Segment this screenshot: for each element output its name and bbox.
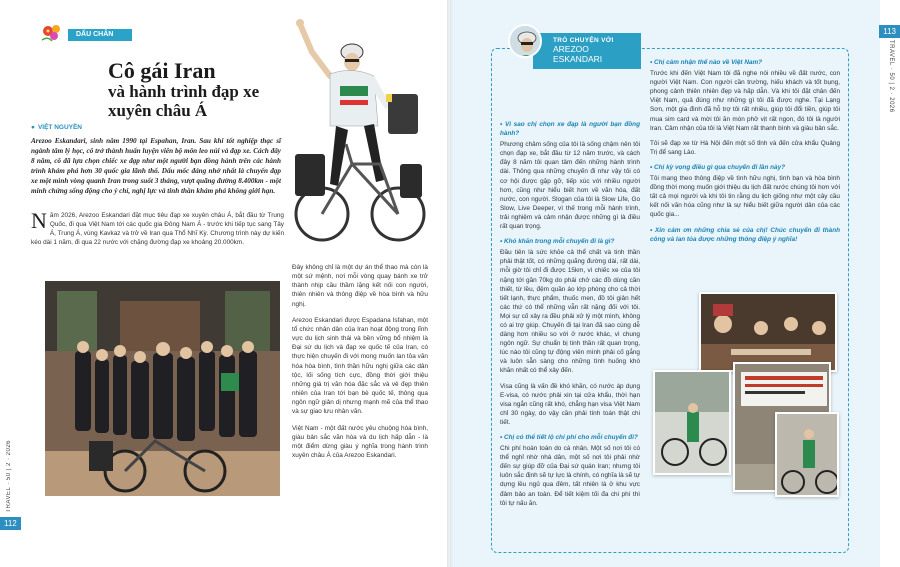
drop-cap: N	[31, 208, 47, 233]
restaurant-photo-image	[701, 294, 837, 372]
body-paragraph: Đây không chỉ là một dự án thể thao mà còn là một sứ mệnh, nơi mỗi vòng quay bánh xe trở thành nhịp cầu thầm lặng kết nối con người, thiên nhiên và thông điệp về hòa bình và hữu nghị.	[292, 264, 428, 308]
interviewee-avatar	[508, 24, 542, 58]
hero-cyclist-photo	[290, 14, 430, 254]
answer: Đầu tiên là sức khỏe cả thể chất và tinh thần phải thật tốt, có những quãng đường dài, rất dài, mỗi giờ tôi chỉ đi được 15km, vì chiếc xe của tôi nặng tới gần 70kg do phải chở các đồ dùng cần thiết, từ lều, đệm quần áo lớp phòng cho cả thời tiết lạnh, thực phẩm, thuốc men, đồ tôi giản hết các thứ có thể những vẫn rất nặng đối với tôi. Mọi sự cố xảy ra đều phải xử lý một mình, không có ai trợ giúp. Chuyến đi tại Iran đã sao cùng dễ dàng hơn nhiều so với ở nước khác, vì chung ngôn ngữ. Sự chuẩn bị tinh thần rất quan trọng, lúc nào tôi cũng tự động viên mình phải cố gắng và luôn sẵn sàng cho những tình huống khó khăn nhất có thể xảy đến.	[500, 249, 640, 375]
answer: Phương châm sống của tôi là sống chậm nên tôi chọn đạp xe, bắt đầu từ 12 năm trước, và cách đây 8 năm tôi quan tâm đến những hành trình dài. Thông qua những chuyến đi như vậy tôi có cơ hội được gặp gỡ, tiếp xúc với nhiều người hơn, cũng như hiểu biết hơn về văn hóa, đất nước, con người. Slogan của tôi là Slow Life, Go Slow, Live Deeper, vì thế trong mỗi hành trình, trải nghiệm và cảm nhận được những gì là điều rất quan trọng.	[500, 141, 640, 231]
question: • Vì sao chị chọn xe đạp là người bạn đồng hành?	[500, 120, 640, 138]
qa-column-1	[500, 120, 640, 514]
author-name: VIỆT NGUYỄN	[37, 124, 82, 131]
body-paragraph: Việt Nam - một đất nước yêu chuộng hòa bình, giàu bản sắc văn hóa và du lịch hấp dẫn - là một điểm dừng giàu ý nghĩa trong hành trình xuyên châu Á của Arezoo Eskandari.	[292, 424, 428, 459]
title-line-3: xuyên châu Á	[108, 100, 208, 120]
cyclist-portrait-photo-image	[777, 414, 839, 497]
body-paragraph: Arezoo Eskandari được Espadana Isfahan, một tổ chức nhân dân của Iran hoạt động trong lĩnh vực du lịch sinh thái và bền vững bổ nhiệm là Đại sứ du lịch và đạp xe quốc tế của Iran, có thực hiện chuyến đi với mong muốn lan tỏa văn hóa hòa bình, tình thần hữu nghị giữa các dân tộc, lối sống tích cực, đồng thời giới thiệu những giá trị văn hóa đặc sắc và vẻ đẹp thiên nhiên của Iran tới bạn bè quốc tế, thông qua ngôn ngữ giản dị nhưng mạnh mẽ của thể thao và sự giao lưu nhân văn.	[292, 316, 428, 416]
answer: Tôi sẽ đạp xe từ Hà Nội đến một số tỉnh và đến cửa khẩu Quảng Trị để sang Lào.	[650, 139, 840, 156]
cyclist-street-photo-image	[655, 372, 731, 475]
flower-decoration-icon	[40, 22, 64, 44]
answer: Visa cũng là vấn đề khó khăn, có nước áp dụng E-visa, có nước phải xin tại cửa khẩu, thời hạn visa ngắn cũng rất khó, chẳng hạn visa Việt Nam chỉ 30 ngày, do vậy cần phải tính toán thật chi tiết.	[500, 382, 640, 426]
left-column-2	[292, 263, 428, 467]
interview-label: TRÒ CHUYỆN VỚI	[553, 37, 614, 44]
group-photo	[45, 281, 280, 496]
question: • Chị kỳ vọng điều gì qua chuyến đi lần này?	[650, 163, 840, 172]
title-line-2: và hành trình đạp xe	[108, 82, 260, 102]
closing-question: • Xin cảm ơn những chia sẻ của chị! Chúc chuyến đi thành công và lan tỏa được những thông điệp ý nghĩa!	[650, 226, 840, 244]
answer: Tôi mang theo thông điệp về tình hữu nghị, tình bạn và hòa bình đồng thời mong muốn giới thiệu du lịch đất nước chúng tôi hơn với tất cả mọi người và khi tôi tin rằng du lịch giống như một cây cầu kết nối văn hóa cũng như là sự hiểu biết giữa người dân của các quốc gia...	[650, 175, 840, 219]
byline: ● VIỆT NGUYỄN	[31, 124, 82, 131]
title-line-1: Cô gái Iran	[108, 58, 216, 83]
interview-tag	[533, 33, 641, 69]
article-lede: Arezoo Eskandari, sinh năm 1990 tại Espahan, Iran. Sau khi tốt nghiệp thạc sĩ ngành tâm lý học, cô trở thành huấn luyện viên bộ môn leo núi và đạp xe. Cách đây 8 năm, cô đã lựa chọn chiếc xe đạp như một người bạn đồng hành trên các hành trình khám phá hơn 30 quốc gia lãnh thổ. Dấu mốc đáng nhớ nhất là chuyến đạp xe một mình vòng quanh Iran trong suốt 3 tháng, vượt quãng đường 8.400km - một minh chứng sống động cho ý chí, nghị lực và tinh thần khám phá không giới hạn.	[31, 137, 281, 195]
intro-paragraph	[31, 208, 284, 248]
cyclist-portrait-photo	[775, 412, 839, 497]
right-side-text: TRAVEL · 50 | 2 · 2026	[888, 40, 894, 113]
question: • Chị cảm nhận thế nào về Việt Nam?	[650, 58, 840, 67]
question: • Khó khăn trong mỗi chuyến đi là gì?	[500, 237, 640, 246]
interviewee-name-2: ESKANDARI	[553, 53, 603, 64]
question: • Chị có thể tiết lộ chi phí cho mỗi chuyến đi?	[500, 433, 640, 442]
right-page-number: 113	[879, 25, 900, 38]
interviewee-name-1: AREZOO	[553, 44, 589, 54]
restaurant-photo	[699, 292, 837, 372]
intro-text: ăm 2026, Arezoo Eskandari đặt mục tiêu đạp xe xuyên châu Á, bắt đầu từ Trung Quốc, đi qua Việt Nam tới các quốc gia Đông Nam Á - trước khi tiếp tục sang Tây Á, Trung Á, vùng Kavkaz và trở về Iran qua Thổ Nhĩ Kỳ. Chương trình này dự kiến kéo dài 1 năm, đi qua 22 nước với chặng đường đạp xe khoảng 20.000km.	[31, 212, 284, 246]
answer: Trước khi đến Việt Nam tôi đã nghe nói nhiều về đất nước, con người Việt Nam. Con người cần trường, hiếu khách và tốt bụng, phong cảnh thiên nhiên đẹp và hấp dẫn. Và khi tôi đặt chân đến Việt Nam, quả đúng như những gì tôi đã được nghe. Tại Lạng Sơn, một gia đình đã hỗ trợ tôi rất nhiều, giúp tôi đổi tiền, giúp tôi mua sim card và mời tôi ăn món phở vịt rất ngon, đó tôi là người Iran. Cảm nhận của tôi là Việt Nam rất thanh bình và giàu bản sắc.	[650, 70, 840, 132]
left-page-number: 112	[0, 517, 21, 530]
left-side-text: TRAVEL · 50 | 2 · 2026	[6, 440, 12, 513]
article-title	[108, 60, 308, 119]
qa-column-2	[650, 58, 840, 246]
answer: Chi phí hoàn toàn do cá nhân. Một số nơi tôi có thể nghỉ nhờ nhà dân, một số nơi tôi phải nhờ đến sự giúp đỡ của Đại sứ quán Iran; nhưng tôi luôn sắc định sẽ tự lực là chính, có nghĩa là sẽ tự dựng lều ngủ qua đêm, tất nhiên là ở khu vực đảm bảo an toàn. Để tiết kiệm tối đa chi phí thì tôi tự nấu ăn.	[500, 445, 641, 507]
page-gutter	[447, 0, 453, 567]
section-tag: DẤU CHÂN	[68, 29, 132, 41]
cyclist-street-photo	[653, 370, 731, 475]
